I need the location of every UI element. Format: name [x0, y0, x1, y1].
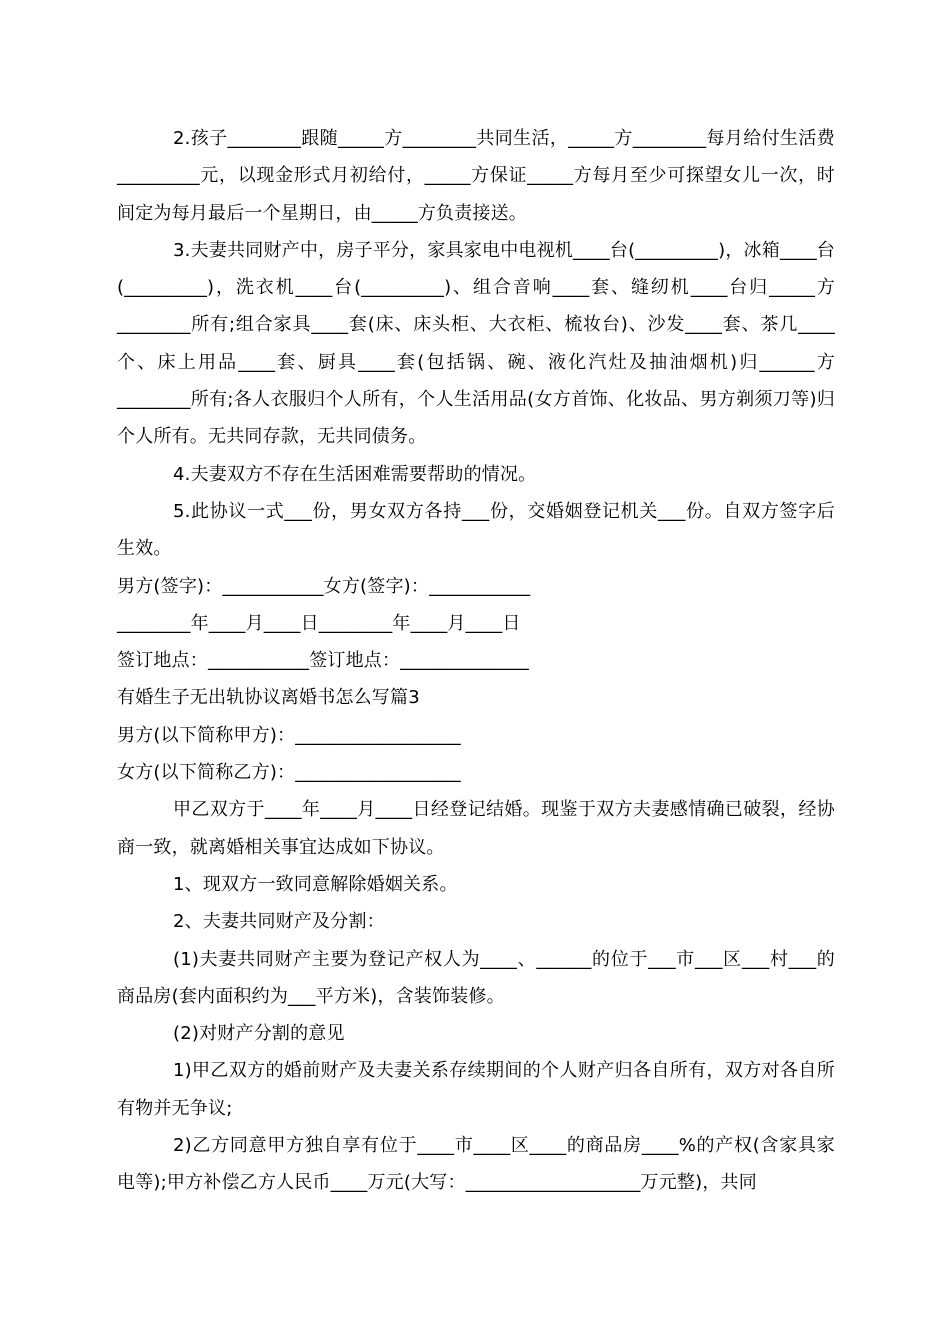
party-a-line: 男方(以下简称甲方)：__________________ [117, 724, 461, 746]
clause-2-paragraph: 2.孩子________跟随_____方________共同生活，_____方________每月给付生活费_________元，以现金形式月初给付，_____方保证_____方每月至少可探望女儿一次，时间定为每月最后一个星期日，由_____方负责接送。 [117, 128, 835, 224]
intro-paragraph: 甲乙双方于____年____月____日经登记结婚。现鉴于双方夫妻感情确已破裂，经协商一致，就离婚相关事宜达成如下协议。 [117, 799, 835, 858]
item-2-paragraph: 2、夫妻共同财产及分割： [173, 911, 385, 933]
item-b-paragraph: 2)乙方同意甲方独自享有位于____市____区____的商品房____%的产权(含家具家电等);甲方补偿乙方人民币____万元(大写：___________________万元整)，共同 [117, 1135, 835, 1194]
signature-places-line: 签订地点：___________签订地点：______________ [117, 650, 529, 672]
clause-4-paragraph: 4.夫妻双方不存在生活困难需要帮助的情况。 [173, 463, 537, 485]
party-b-line: 女方(以下简称乙方)：__________________ [117, 762, 461, 784]
document-body [117, 120, 835, 1202]
signature-names-line: 男方(签字)：___________女方(签字)：___________ [117, 575, 531, 597]
item-2-2-paragraph: (2)对财产分割的意见 [173, 1023, 345, 1045]
item-a-paragraph: 1)甲乙双方的婚前财产及夫妻关系存续期间的个人财产归各自所有，双方对各自所有物并无争议; [117, 1060, 835, 1119]
signature-dates-line: ________年____月____日________年____月____日 [117, 612, 521, 634]
clause-3-paragraph: 3.夫妻共同财产中，房子平分，家具家电中电视机____台(_________)，冰箱____台(_________)，洗衣机____台(_________)、组合音响____套、缝纫机____台归_____方________所有;组合家具____套(床、床头柜、大衣柜、梳妆台)、沙发____套、茶几____个、床上用品____套、厨具____套(包括锅、碗、液化汽灶及抽油烟机)归______方________所有;各人衣服归个人所有，个人生活用品(女方首饰、化妆品、男方剃须刀等)归个人所有。无共同存款，无共同债务。 [117, 239, 835, 448]
item-1-paragraph: 1、现双方一致同意解除婚姻关系。 [173, 873, 458, 895]
clause-5-paragraph: 5.此协议一式___份，男女双方各持___份，交婚姻登记机关___份。自双方签字后生效。 [117, 500, 835, 560]
item-2-1-paragraph: (1)夫妻共同财产主要为登记产权人为____、______的位于___市___区___村___的商品房(套内面积约为___平方米)，含装饰装修。 [117, 948, 835, 1007]
section-title: 有婚生子无出轨协议离婚书怎么写篇3 [117, 687, 420, 709]
